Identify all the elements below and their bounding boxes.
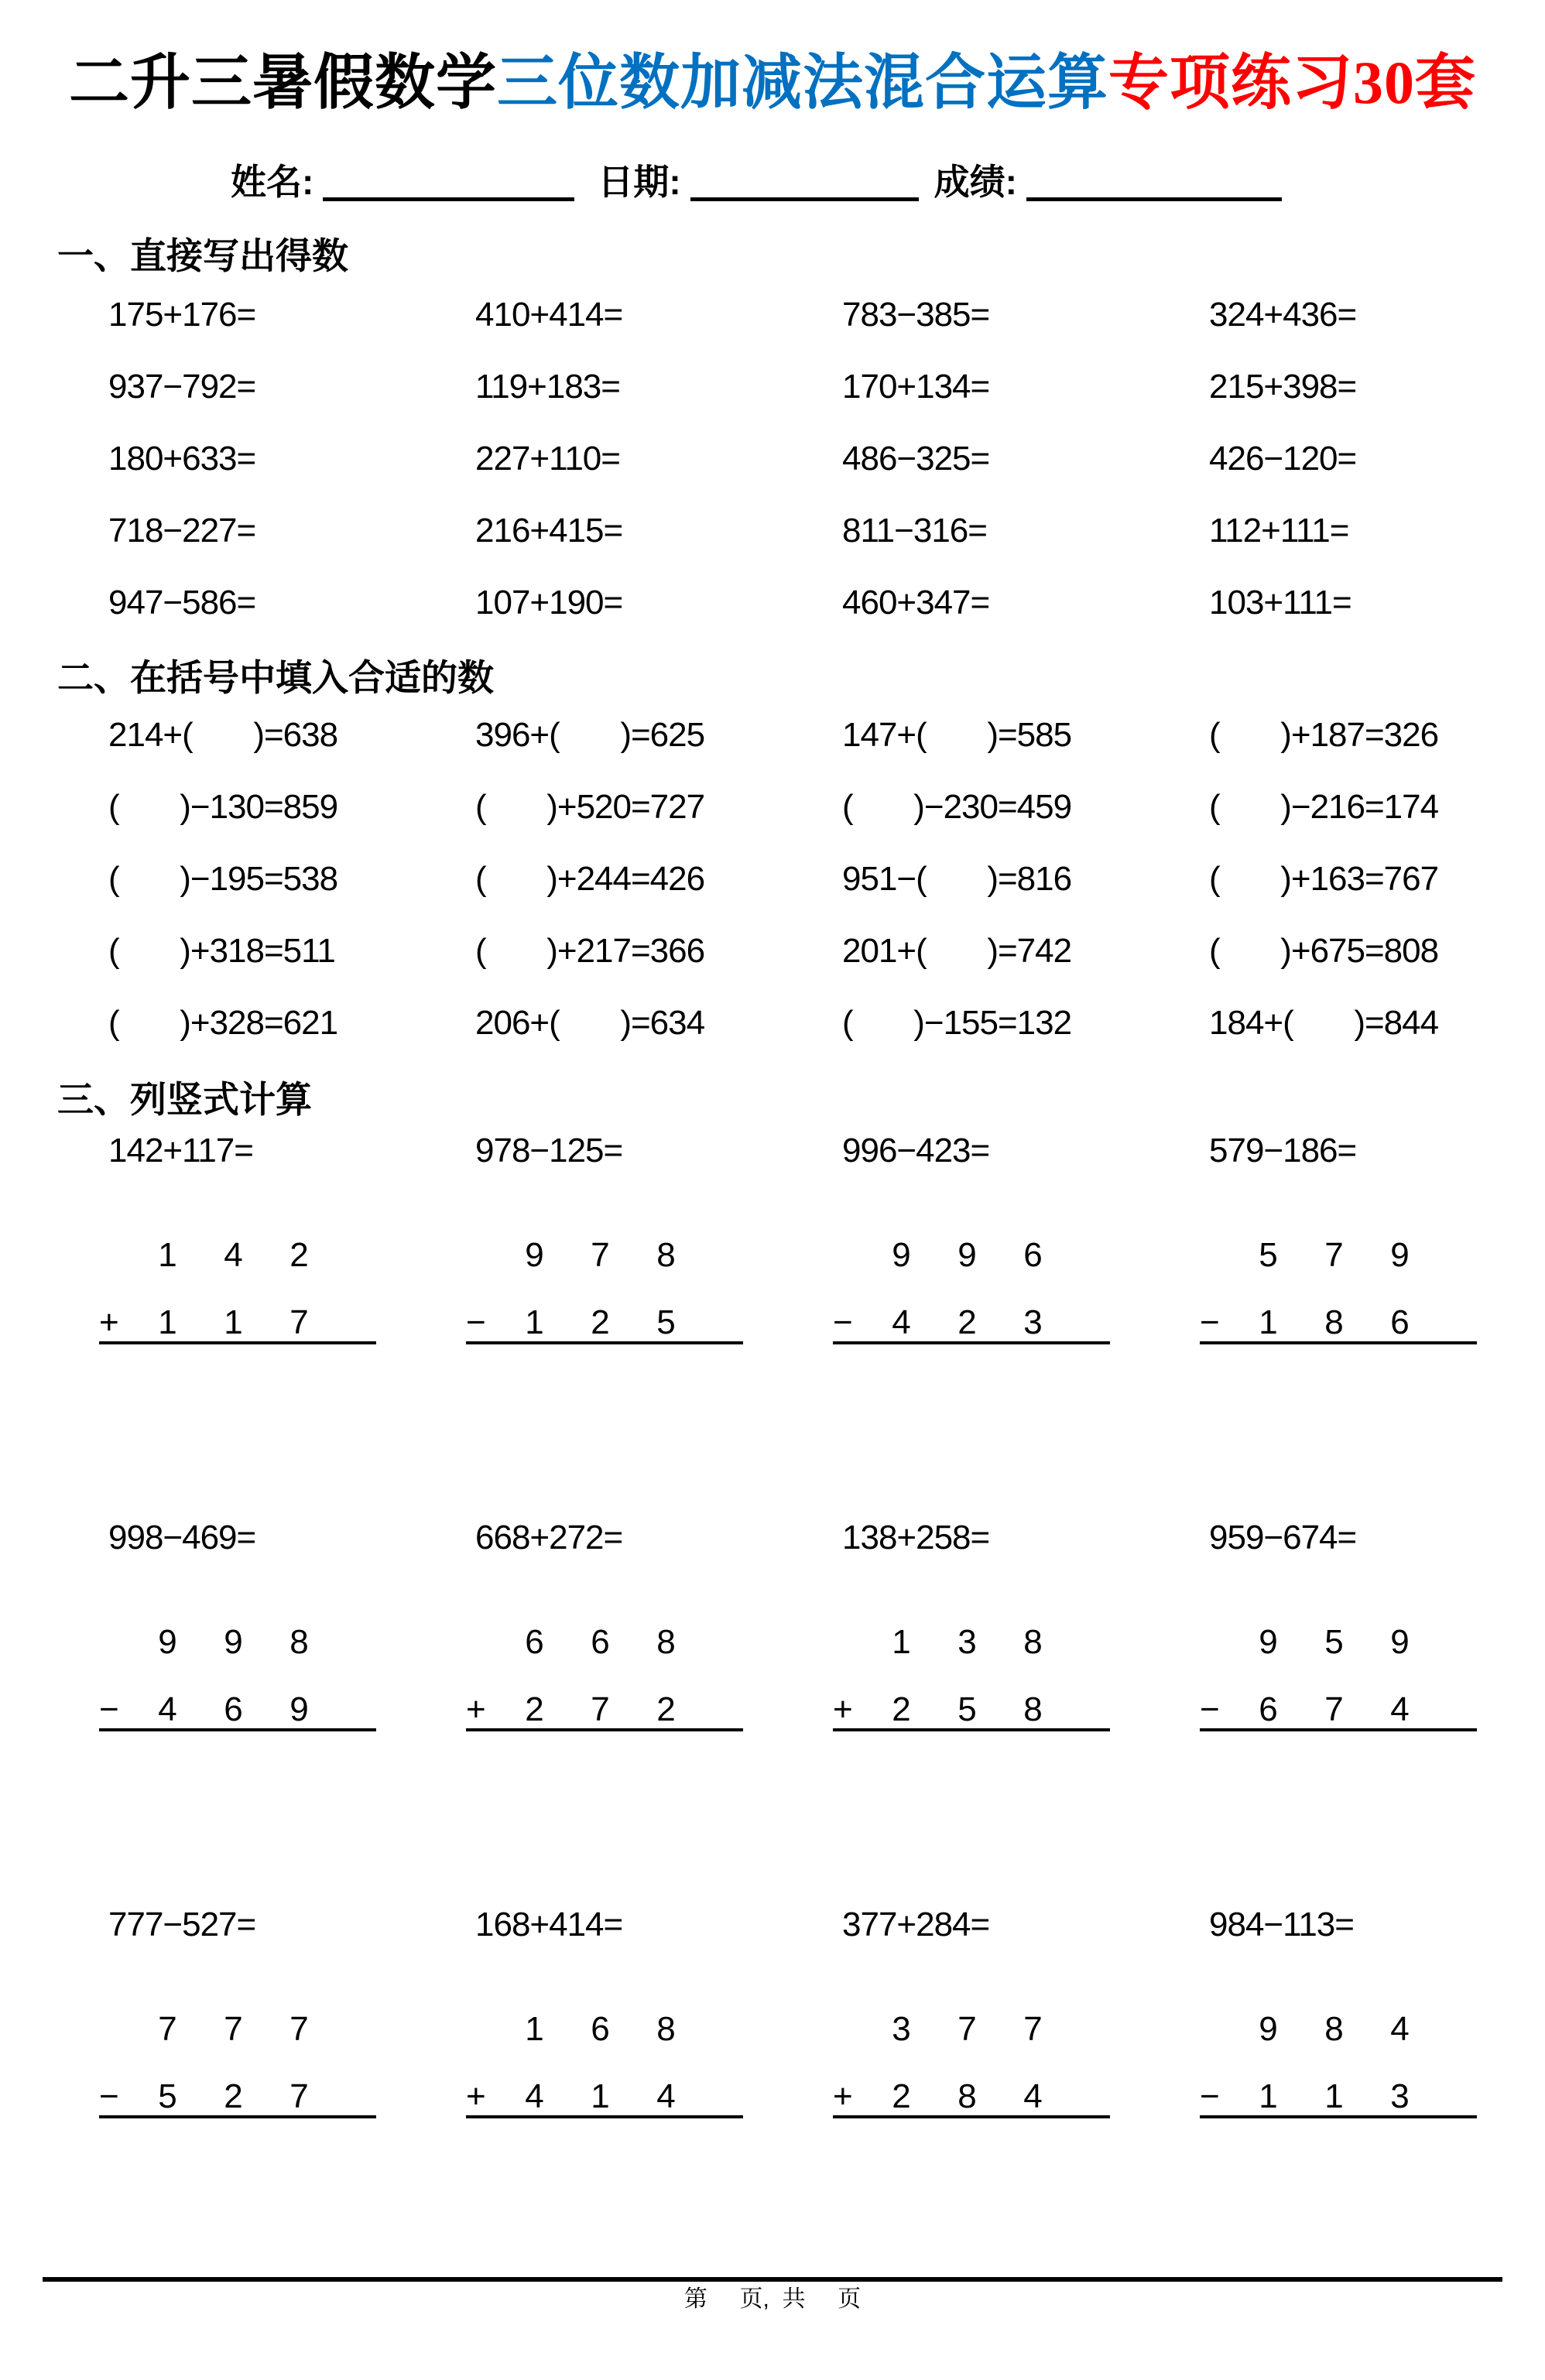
section3-grid	[0, 1134, 1545, 2118]
vertical-calc-r3c3	[833, 2012, 1110, 2118]
section3-problem-r1c4	[1200, 1134, 1545, 1344]
section2-problem-r1c2: 396+( )=625	[475, 716, 705, 754]
section1-problem-r2c2: 119+183=	[475, 368, 620, 406]
section3-problem-r2c4	[1200, 1521, 1545, 1731]
vcalc-top-digit-r1c3-1: 9	[892, 1236, 911, 1274]
section2-problem-r3c1: ( )−195=538	[108, 860, 338, 898]
title-part-red: 专项练习30套	[1108, 49, 1477, 116]
vcalc-bottom-digit-r1c3-1: 4	[892, 1303, 911, 1341]
vcalc-top-digit-r2c4-3: 9	[1390, 1623, 1410, 1661]
section2-problem-r4c4: ( )+675=808	[1209, 932, 1439, 970]
vcalc-operator-r3c4: −	[1200, 2077, 1220, 2115]
vcalc-bottom-digit-r3c1-2: 2	[224, 2077, 243, 2115]
equation-r1c2: 978−125=	[475, 1132, 623, 1169]
vcalc-top-row-r3c3	[833, 2012, 1110, 2046]
vcalc-top-digit-r2c4-1: 9	[1259, 1623, 1278, 1661]
vcalc-bottom-row-r1c3	[833, 1303, 1110, 1341]
vcalc-op-spacer-r2c3	[833, 1625, 868, 1659]
vcalc-bottom-row-r2c2	[466, 1690, 743, 1728]
section2-problem-r5c3: ( )−155=132	[842, 1004, 1072, 1042]
section2-problem-r5c1: ( )+328=621	[108, 1004, 338, 1042]
footer-page-text: 第 页, 共 页	[683, 2286, 862, 2312]
vcalc-top-digit-r3c2-3: 8	[656, 2010, 676, 2048]
vcalc-bottom-digit-r1c1-3: 7	[289, 1303, 309, 1341]
section2-problem-r5c4: 184+( )=844	[1209, 1004, 1439, 1042]
section3-row-1	[99, 1134, 1545, 1344]
section2-row-3	[99, 862, 1545, 896]
vcalc-bottom-digit-r3c4-3: 3	[1390, 2077, 1410, 2115]
section1-row-5	[99, 586, 1545, 620]
equation-r3c2: 168+414=	[475, 1906, 623, 1943]
vcalc-top-digit-r1c1-3: 2	[289, 1236, 309, 1274]
section3-problem-r3c4	[1200, 1908, 1545, 2118]
section2-heading: 二、在括号中填入合适的数	[57, 657, 494, 698]
vcalc-op-spacer-r3c2	[466, 2012, 502, 2046]
vcalc-top-digit-r3c2-1: 1	[525, 2010, 544, 2048]
vcalc-bottom-digit-r1c1-1: 1	[158, 1303, 177, 1341]
vertical-calc-r3c2	[466, 2012, 743, 2118]
vertical-calc-r1c3	[833, 1238, 1110, 1344]
section3-problem-r1c1	[99, 1134, 466, 1344]
section1-problem-r1c3: 783−385=	[842, 296, 990, 334]
vcalc-bottom-digit-r2c3-2: 5	[957, 1690, 977, 1728]
section1-problem-r5c2: 107+190=	[475, 584, 623, 622]
section2-row-5	[99, 1006, 1545, 1040]
vcalc-top-digit-r2c1-1: 9	[158, 1623, 177, 1661]
vcalc-op-spacer-r3c1	[99, 2012, 135, 2046]
section1-problem-r4c1: 718−227=	[108, 512, 256, 550]
vcalc-operator-r2c2: +	[466, 1690, 486, 1728]
section2-problem-r3c2: ( )+244=426	[475, 860, 705, 898]
section2-problem-r4c2: ( )+217=366	[475, 932, 705, 970]
vcalc-top-row-r2c4	[1200, 1625, 1477, 1659]
vertical-calc-r3c4	[1200, 2012, 1477, 2118]
title-part-blue: 三位数加减法混合运算	[496, 49, 1108, 116]
vcalc-top-digit-r1c2-3: 8	[656, 1236, 676, 1274]
section2-grid	[0, 718, 1545, 1040]
section3-heading: 三、列竖式计算	[57, 1079, 312, 1120]
vcalc-top-digit-r3c1-1: 7	[158, 2010, 177, 2048]
section3-problem-r3c3	[833, 1908, 1200, 2118]
section1-problem-r3c2: 227+110=	[475, 440, 620, 478]
vcalc-bottom-digit-r2c4-3: 4	[1390, 1690, 1410, 1728]
section2-problem-r2c2: ( )+520=727	[475, 788, 705, 826]
vertical-calc-r2c1	[99, 1625, 376, 1731]
vcalc-bottom-digit-r1c1-2: 1	[224, 1303, 243, 1341]
vcalc-bottom-row-r3c2	[466, 2077, 743, 2115]
vcalc-bottom-digit-r1c3-2: 2	[957, 1303, 977, 1341]
vertical-calc-r1c2	[466, 1238, 743, 1344]
section3-row-2	[99, 1521, 1545, 1731]
vcalc-top-digit-r1c3-2: 9	[957, 1236, 977, 1274]
vcalc-top-digit-r2c2-1: 6	[525, 1623, 544, 1661]
vcalc-bottom-row-r2c4	[1200, 1690, 1477, 1728]
section1-problem-r2c3: 170+134=	[842, 368, 990, 406]
section1-problem-r1c4: 324+436=	[1209, 296, 1357, 334]
vcalc-top-digit-r2c2-2: 6	[591, 1623, 610, 1661]
section2-problem-r3c3: 951−( )=816	[842, 860, 1072, 898]
vcalc-bottom-digit-r2c2-1: 2	[525, 1690, 544, 1728]
score-blank	[1026, 167, 1282, 201]
section1-problem-r4c4: 112+111=	[1209, 512, 1349, 550]
vcalc-op-spacer-r1c1	[99, 1238, 135, 1272]
vcalc-top-digit-r1c1-1: 1	[158, 1236, 177, 1274]
vcalc-bottom-digit-r2c1-1: 4	[158, 1690, 177, 1728]
section3-problem-r1c2	[466, 1134, 833, 1344]
page-title	[0, 48, 1545, 118]
vcalc-bottom-digit-r2c3-1: 2	[892, 1690, 911, 1728]
vcalc-top-digit-r3c2-2: 6	[591, 2010, 610, 2048]
vcalc-op-spacer-r2c1	[99, 1625, 135, 1659]
vcalc-operator-r2c3: +	[833, 1690, 853, 1728]
vcalc-top-row-r1c4	[1200, 1238, 1477, 1272]
vcalc-bottom-row-r3c4	[1200, 2077, 1477, 2115]
vcalc-operator-r2c1: −	[99, 1690, 119, 1728]
vcalc-top-row-r2c3	[833, 1625, 1110, 1659]
section1-problem-r1c1: 175+176=	[108, 296, 256, 334]
section1-problem-r4c3: 811−316=	[842, 512, 987, 550]
section3-row-3	[99, 1908, 1545, 2118]
equation-r1c3: 996−423=	[842, 1132, 990, 1169]
vcalc-bottom-digit-r2c1-2: 6	[224, 1690, 243, 1728]
vcalc-answer-line-r3c1	[99, 2115, 376, 2118]
section2-row-2	[99, 790, 1545, 824]
vcalc-answer-line-r3c4	[1200, 2115, 1477, 2118]
vcalc-op-spacer-r1c4	[1200, 1238, 1235, 1272]
vcalc-top-row-r3c4	[1200, 2012, 1477, 2046]
date-blank	[690, 167, 919, 201]
vcalc-answer-line-r1c1	[99, 1341, 376, 1344]
vcalc-top-row-r1c2	[466, 1238, 743, 1272]
section1-row-4	[99, 514, 1545, 548]
vcalc-top-digit-r1c4-3: 9	[1390, 1236, 1410, 1274]
vcalc-top-digit-r3c4-2: 8	[1324, 2010, 1344, 2048]
vertical-calc-r2c4	[1200, 1625, 1477, 1731]
vcalc-answer-line-r2c3	[833, 1728, 1110, 1731]
vcalc-op-spacer-r1c3	[833, 1238, 868, 1272]
equation-r2c1: 998−469=	[108, 1519, 256, 1556]
section1-problem-r2c4: 215+398=	[1209, 368, 1357, 406]
vcalc-operator-r1c2: −	[466, 1303, 486, 1341]
vcalc-answer-line-r2c4	[1200, 1728, 1477, 1731]
vertical-calc-r2c3	[833, 1625, 1110, 1731]
section2-problem-r4c3: 201+( )=742	[842, 932, 1072, 970]
name-blank	[323, 167, 574, 201]
vcalc-bottom-digit-r3c2-2: 1	[591, 2077, 610, 2115]
section2-problem-r4c1: ( )+318=511	[108, 932, 335, 970]
vcalc-top-digit-r1c4-2: 7	[1324, 1236, 1344, 1274]
section2-problem-r1c1: 214+( )=638	[108, 716, 338, 754]
vcalc-top-digit-r3c1-3: 7	[289, 2010, 309, 2048]
section1-problem-r3c4: 426−120=	[1209, 440, 1357, 478]
vcalc-top-digit-r1c4-1: 5	[1259, 1236, 1278, 1274]
vcalc-top-digit-r3c3-2: 7	[957, 2010, 977, 2048]
vcalc-operator-r3c1: −	[99, 2077, 119, 2115]
vertical-calc-r1c4	[1200, 1238, 1477, 1344]
section1-heading: 一、直接写出得数	[57, 235, 348, 276]
vcalc-bottom-digit-r3c4-2: 1	[1324, 2077, 1344, 2115]
section3-problem-r2c2	[466, 1521, 833, 1731]
vcalc-top-row-r3c2	[466, 2012, 743, 2046]
section2-problem-r5c2: 206+( )=634	[475, 1004, 705, 1042]
vcalc-bottom-digit-r3c3-1: 2	[892, 2077, 911, 2115]
section3-problem-r2c1	[99, 1521, 466, 1731]
equation-r1c1: 142+117=	[108, 1132, 253, 1169]
section3-problem-r2c3	[833, 1521, 1200, 1731]
equation-r3c3: 377+284=	[842, 1906, 990, 1943]
vcalc-top-digit-r3c3-3: 7	[1023, 2010, 1043, 2048]
section1-problem-r3c3: 486−325=	[842, 440, 990, 478]
vcalc-top-digit-r2c1-3: 8	[289, 1623, 309, 1661]
vcalc-bottom-digit-r2c2-2: 7	[591, 1690, 610, 1728]
vcalc-bottom-digit-r3c3-2: 8	[957, 2077, 977, 2115]
vcalc-answer-line-r1c3	[833, 1341, 1110, 1344]
section1-row-1	[99, 298, 1545, 332]
vcalc-bottom-digit-r3c1-3: 7	[289, 2077, 309, 2115]
vcalc-answer-line-r3c3	[833, 2115, 1110, 2118]
vcalc-top-digit-r1c2-1: 9	[525, 1236, 544, 1274]
equation-r2c4: 959−674=	[1209, 1519, 1357, 1556]
vcalc-bottom-digit-r2c4-2: 7	[1324, 1690, 1344, 1728]
vcalc-bottom-row-r1c2	[466, 1303, 743, 1341]
vcalc-operator-r1c1: +	[99, 1303, 119, 1341]
section2-problem-r2c4: ( )−216=174	[1209, 788, 1439, 826]
vcalc-answer-line-r2c1	[99, 1728, 376, 1731]
vcalc-top-digit-r1c3-3: 6	[1023, 1236, 1043, 1274]
vcalc-op-spacer-r1c2	[466, 1238, 502, 1272]
vcalc-bottom-digit-r1c3-3: 3	[1023, 1303, 1043, 1341]
vcalc-top-digit-r2c3-2: 3	[957, 1623, 977, 1661]
section1-problem-r4c2: 216+415=	[475, 512, 623, 550]
vcalc-bottom-digit-r3c3-3: 4	[1023, 2077, 1043, 2115]
vcalc-bottom-digit-r2c1-3: 9	[289, 1690, 309, 1728]
vcalc-bottom-digit-r3c1-1: 5	[158, 2077, 177, 2115]
vcalc-top-digit-r2c3-1: 1	[892, 1623, 911, 1661]
vcalc-bottom-digit-r1c4-1: 1	[1259, 1303, 1278, 1341]
vcalc-op-spacer-r3c3	[833, 2012, 868, 2046]
vcalc-top-digit-r2c3-3: 8	[1023, 1623, 1043, 1661]
vcalc-op-spacer-r3c4	[1200, 2012, 1235, 2046]
vcalc-top-digit-r3c3-1: 3	[892, 2010, 911, 2048]
section1-problem-r5c1: 947−586=	[108, 584, 256, 622]
section2-row-4	[99, 934, 1545, 968]
section2-problem-r1c4: ( )+187=326	[1209, 716, 1439, 754]
vcalc-top-digit-r3c4-3: 4	[1390, 2010, 1410, 2048]
section1-grid	[0, 298, 1545, 620]
vcalc-bottom-digit-r3c2-3: 4	[656, 2077, 676, 2115]
section2-problem-r1c3: 147+( )=585	[842, 716, 1072, 754]
student-info-line	[0, 161, 1545, 203]
vcalc-operator-r2c4: −	[1200, 1690, 1220, 1728]
section2-problem-r3c4: ( )+163=767	[1209, 860, 1439, 898]
vcalc-top-row-r3c1	[99, 2012, 376, 2046]
vcalc-top-digit-r1c1-2: 4	[224, 1236, 243, 1274]
title-part-black: 二升三暑假数学	[68, 49, 497, 116]
score-label: 成绩:	[934, 162, 1017, 202]
vcalc-bottom-digit-r1c4-2: 8	[1324, 1303, 1344, 1341]
equation-r1c4: 579−186=	[1209, 1132, 1357, 1169]
vcalc-bottom-digit-r2c2-3: 2	[656, 1690, 676, 1728]
section1-problem-r2c1: 937−792=	[108, 368, 256, 406]
vcalc-bottom-digit-r3c2-1: 4	[525, 2077, 544, 2115]
vcalc-op-spacer-r2c4	[1200, 1625, 1235, 1659]
name-label: 姓名:	[231, 162, 314, 202]
footer-rule	[43, 2277, 1502, 2282]
section1-problem-r3c1: 180+633=	[108, 440, 256, 478]
section1-problem-r5c3: 460+347=	[842, 584, 990, 622]
section2-row-1	[99, 718, 1545, 752]
vcalc-bottom-digit-r1c2-2: 2	[591, 1303, 610, 1341]
vcalc-operator-r3c3: +	[833, 2077, 853, 2115]
vcalc-top-row-r2c1	[99, 1625, 376, 1659]
vcalc-bottom-digit-r1c2-1: 1	[525, 1303, 544, 1341]
section3-problem-r3c1	[99, 1908, 466, 2118]
equation-r2c2: 668+272=	[475, 1519, 623, 1556]
vcalc-operator-r1c4: −	[1200, 1303, 1220, 1341]
vcalc-top-row-r1c3	[833, 1238, 1110, 1272]
vcalc-bottom-digit-r3c4-1: 1	[1259, 2077, 1278, 2115]
equation-r2c3: 138+258=	[842, 1519, 990, 1556]
vcalc-answer-line-r1c2	[466, 1341, 743, 1344]
section1-row-3	[99, 442, 1545, 476]
vcalc-top-digit-r2c1-2: 9	[224, 1623, 243, 1661]
vcalc-top-digit-r1c2-2: 7	[591, 1236, 610, 1274]
vcalc-top-digit-r3c1-2: 7	[224, 2010, 243, 2048]
section1-problem-r5c4: 103+111=	[1209, 584, 1351, 622]
vertical-calc-r2c2	[466, 1625, 743, 1731]
section2-problem-r2c3: ( )−230=459	[842, 788, 1072, 826]
vcalc-bottom-digit-r2c4-1: 6	[1259, 1690, 1278, 1728]
vertical-calc-r3c1	[99, 2012, 376, 2118]
vcalc-bottom-row-r1c4	[1200, 1303, 1477, 1341]
vertical-calc-r1c1	[99, 1238, 376, 1344]
vcalc-top-row-r2c2	[466, 1625, 743, 1659]
vcalc-top-digit-r2c4-2: 5	[1324, 1623, 1344, 1661]
equation-r3c4: 984−113=	[1209, 1906, 1354, 1943]
vcalc-bottom-row-r2c3	[833, 1690, 1110, 1728]
vcalc-answer-line-r2c2	[466, 1728, 743, 1731]
vcalc-operator-r3c2: +	[466, 2077, 486, 2115]
vcalc-bottom-row-r2c1	[99, 1690, 376, 1728]
vcalc-bottom-digit-r1c2-3: 5	[656, 1303, 676, 1341]
vcalc-bottom-row-r3c1	[99, 2077, 376, 2115]
equation-r3c1: 777−527=	[108, 1906, 256, 1943]
date-label: 日期:	[598, 162, 681, 202]
vcalc-bottom-row-r1c1	[99, 1303, 376, 1341]
vcalc-op-spacer-r2c2	[466, 1625, 502, 1659]
vcalc-bottom-digit-r2c3-3: 8	[1023, 1690, 1043, 1728]
section3-problem-r1c3	[833, 1134, 1200, 1344]
vcalc-bottom-row-r3c3	[833, 2077, 1110, 2115]
vcalc-bottom-digit-r1c4-3: 6	[1390, 1303, 1410, 1341]
section1-problem-r1c2: 410+414=	[475, 296, 623, 334]
vcalc-top-digit-r2c2-3: 8	[656, 1623, 676, 1661]
vcalc-answer-line-r1c4	[1200, 1341, 1477, 1344]
vcalc-top-digit-r3c4-1: 9	[1259, 2010, 1278, 2048]
section1-row-2	[99, 370, 1545, 404]
section3-problem-r3c2	[466, 1908, 833, 2118]
vcalc-operator-r1c3: −	[833, 1303, 853, 1341]
vcalc-top-row-r1c1	[99, 1238, 376, 1272]
vcalc-answer-line-r3c2	[466, 2115, 743, 2118]
section2-problem-r2c1: ( )−130=859	[108, 788, 338, 826]
